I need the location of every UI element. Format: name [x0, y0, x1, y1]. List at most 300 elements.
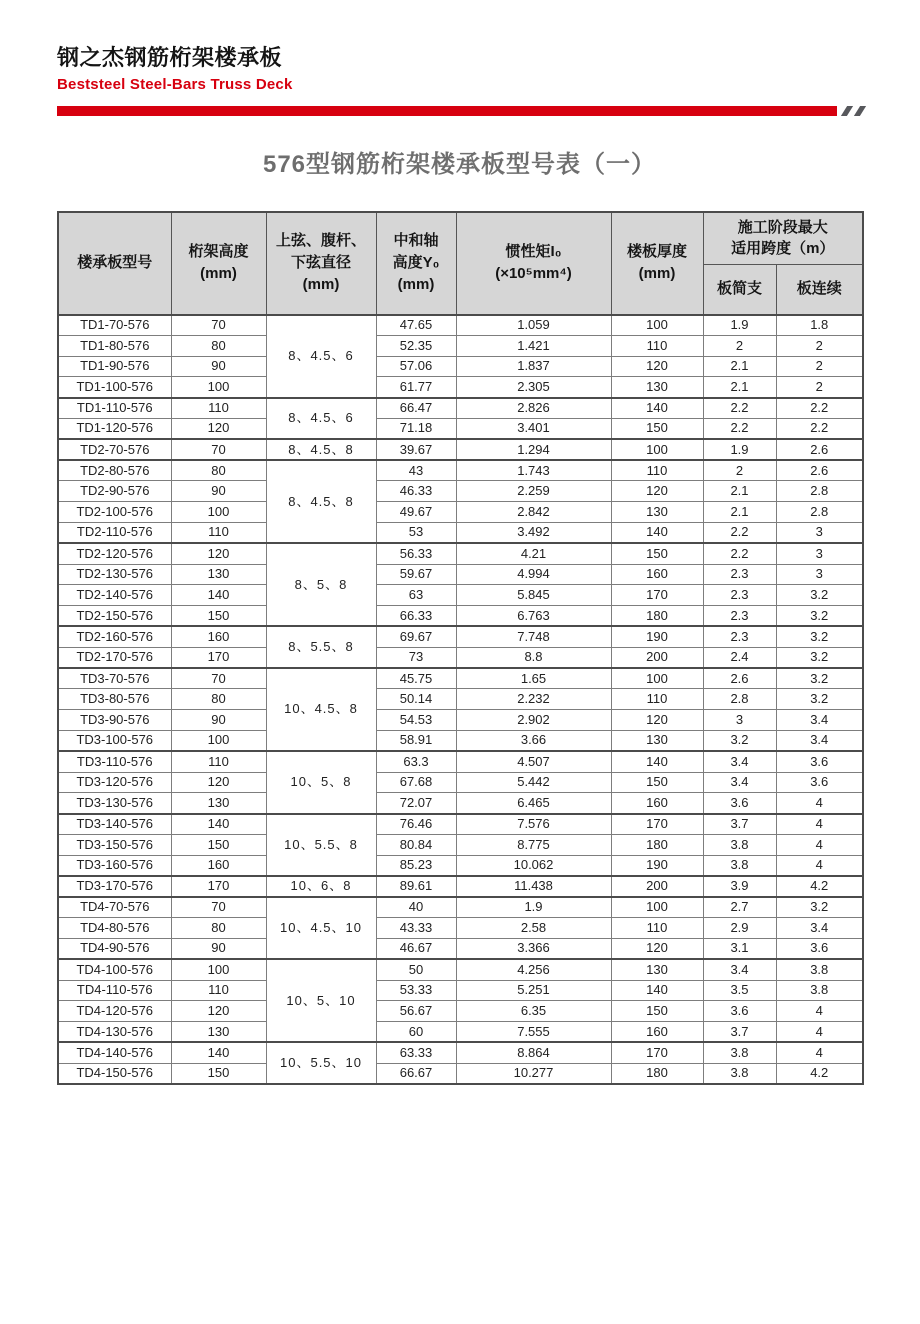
cell-model: TD2-120-576 — [58, 543, 171, 564]
cell-inertia: 6.35 — [456, 1001, 611, 1022]
cell-span-continuous: 3.8 — [776, 959, 863, 980]
cell-truss-height: 80 — [171, 689, 266, 710]
cell-neutral-axis: 69.67 — [376, 626, 456, 647]
cell-span-simple: 3.9 — [703, 876, 776, 897]
cell-neutral-axis: 66.67 — [376, 1063, 456, 1084]
table-row — [58, 606, 863, 627]
cell-slab-thickness: 100 — [611, 897, 703, 918]
cell-slab-thickness: 100 — [611, 668, 703, 689]
cell-neutral-axis: 46.33 — [376, 481, 456, 502]
cell-neutral-axis: 66.33 — [376, 606, 456, 627]
table-row — [58, 1001, 863, 1022]
cell-span-continuous: 3.8 — [776, 980, 863, 1001]
table-row — [58, 398, 863, 419]
cell-slab-thickness: 100 — [611, 315, 703, 336]
table-row — [58, 1063, 863, 1084]
cell-slab-thickness: 130 — [611, 502, 703, 523]
cell-model: TD3-80-576 — [58, 689, 171, 710]
cell-model: TD2-140-576 — [58, 585, 171, 606]
cell-span-simple: 2.7 — [703, 897, 776, 918]
cell-model: TD4-120-576 — [58, 1001, 171, 1022]
cell-neutral-axis: 63 — [376, 585, 456, 606]
cell-span-simple: 3.5 — [703, 980, 776, 1001]
table-row — [58, 834, 863, 855]
cell-slab-thickness: 140 — [611, 398, 703, 419]
cell-diameter: 8、4.5、8 — [266, 439, 376, 460]
cell-inertia: 7.748 — [456, 626, 611, 647]
cell-slab-thickness: 110 — [611, 335, 703, 356]
cell-truss-height: 120 — [171, 1001, 266, 1022]
spec-table-header — [58, 212, 863, 315]
cell-model: TD3-70-576 — [58, 668, 171, 689]
cell-slab-thickness: 170 — [611, 1042, 703, 1063]
cell-model: TD2-130-576 — [58, 564, 171, 585]
cell-truss-height: 90 — [171, 356, 266, 377]
spec-table-body — [58, 315, 863, 1084]
cell-inertia: 5.845 — [456, 585, 611, 606]
cell-neutral-axis: 72.07 — [376, 793, 456, 814]
cell-span-simple: 2.3 — [703, 626, 776, 647]
table-row — [58, 814, 863, 835]
cell-neutral-axis: 56.67 — [376, 1001, 456, 1022]
header-divider — [57, 106, 862, 116]
cell-span-continuous: 3.6 — [776, 751, 863, 772]
cell-span-simple: 1.9 — [703, 439, 776, 460]
cell-span-simple: 2.2 — [703, 418, 776, 439]
cell-model: TD1-70-576 — [58, 315, 171, 336]
table-row — [58, 772, 863, 793]
table-row — [58, 1022, 863, 1043]
cell-slab-thickness: 160 — [611, 793, 703, 814]
cell-span-simple: 3.8 — [703, 1063, 776, 1084]
cell-neutral-axis: 40 — [376, 897, 456, 918]
cell-slab-thickness: 110 — [611, 689, 703, 710]
cell-inertia: 1.421 — [456, 335, 611, 356]
cell-span-continuous: 3.2 — [776, 897, 863, 918]
table-row — [58, 626, 863, 647]
table-row — [58, 730, 863, 751]
cell-span-continuous: 4 — [776, 1042, 863, 1063]
cell-span-continuous: 3.2 — [776, 626, 863, 647]
cell-inertia: 8.864 — [456, 1042, 611, 1063]
cell-span-continuous: 3.2 — [776, 585, 863, 606]
cell-span-continuous: 3.6 — [776, 772, 863, 793]
cell-span-continuous: 2.6 — [776, 460, 863, 481]
cell-span-simple: 3.4 — [703, 959, 776, 980]
cell-slab-thickness: 130 — [611, 377, 703, 398]
cell-slab-thickness: 150 — [611, 543, 703, 564]
cell-inertia: 5.442 — [456, 772, 611, 793]
cell-model: TD1-80-576 — [58, 335, 171, 356]
cell-inertia: 3.66 — [456, 730, 611, 751]
cell-neutral-axis: 76.46 — [376, 814, 456, 835]
cell-span-continuous: 3.2 — [776, 606, 863, 627]
cell-neutral-axis: 63.33 — [376, 1042, 456, 1063]
cell-inertia: 7.576 — [456, 814, 611, 835]
cell-inertia: 2.826 — [456, 398, 611, 419]
cell-span-simple: 3 — [703, 710, 776, 731]
cell-span-simple: 3.6 — [703, 1001, 776, 1022]
cell-inertia: 1.294 — [456, 439, 611, 460]
cell-span-simple: 2.8 — [703, 689, 776, 710]
cell-slab-thickness: 180 — [611, 834, 703, 855]
cell-neutral-axis: 63.3 — [376, 751, 456, 772]
cell-model: TD4-150-576 — [58, 1063, 171, 1084]
cell-truss-height: 160 — [171, 855, 266, 876]
cell-truss-height: 150 — [171, 834, 266, 855]
col-header-max-span: 施工阶段最大 适用跨度（m） — [703, 212, 863, 265]
cell-span-simple: 1.9 — [703, 315, 776, 336]
table-row — [58, 876, 863, 897]
table-row — [58, 793, 863, 814]
cell-slab-thickness: 150 — [611, 1001, 703, 1022]
cell-truss-height: 100 — [171, 377, 266, 398]
cell-neutral-axis: 56.33 — [376, 543, 456, 564]
cell-model: TD3-130-576 — [58, 793, 171, 814]
col-header-model: 楼承板型号 — [58, 212, 171, 315]
cell-model: TD2-100-576 — [58, 502, 171, 523]
cell-truss-height: 130 — [171, 1022, 266, 1043]
cell-model: TD2-160-576 — [58, 626, 171, 647]
cell-neutral-axis: 67.68 — [376, 772, 456, 793]
cell-neutral-axis: 43 — [376, 460, 456, 481]
cell-span-continuous: 3.4 — [776, 918, 863, 939]
cell-truss-height: 110 — [171, 980, 266, 1001]
cell-diameter: 8、5.5、8 — [266, 626, 376, 668]
col-header-inertia: 惯性矩I₀ (×10⁵mm⁴) — [456, 212, 611, 315]
cell-span-continuous: 4 — [776, 855, 863, 876]
cell-slab-thickness: 150 — [611, 418, 703, 439]
cell-inertia: 3.492 — [456, 522, 611, 543]
cell-inertia: 2.58 — [456, 918, 611, 939]
cell-inertia: 1.743 — [456, 460, 611, 481]
cell-neutral-axis: 50 — [376, 959, 456, 980]
cell-model: TD3-100-576 — [58, 730, 171, 751]
cell-inertia: 4.994 — [456, 564, 611, 585]
cell-truss-height: 100 — [171, 959, 266, 980]
cell-inertia: 7.555 — [456, 1022, 611, 1043]
cell-truss-height: 150 — [171, 1063, 266, 1084]
table-row — [58, 897, 863, 918]
cell-inertia: 2.305 — [456, 377, 611, 398]
cell-model: TD4-110-576 — [58, 980, 171, 1001]
cell-inertia: 3.401 — [456, 418, 611, 439]
cell-span-continuous: 3.4 — [776, 730, 863, 751]
cell-span-continuous: 4 — [776, 1022, 863, 1043]
cell-slab-thickness: 170 — [611, 585, 703, 606]
cell-slab-thickness: 130 — [611, 959, 703, 980]
cell-diameter: 10、5、10 — [266, 959, 376, 1042]
cell-model: TD1-100-576 — [58, 377, 171, 398]
cell-slab-thickness: 180 — [611, 1063, 703, 1084]
table-row — [58, 481, 863, 502]
cell-neutral-axis: 85.23 — [376, 855, 456, 876]
cell-neutral-axis: 49.67 — [376, 502, 456, 523]
table-row — [58, 335, 863, 356]
cell-truss-height: 140 — [171, 585, 266, 606]
cell-span-simple: 3.1 — [703, 938, 776, 959]
cell-model: TD3-150-576 — [58, 834, 171, 855]
brand-subtitle-en: Beststeel Steel-Bars Truss Deck — [57, 75, 293, 93]
cell-span-simple: 2.1 — [703, 481, 776, 502]
cell-slab-thickness: 180 — [611, 606, 703, 627]
cell-span-continuous: 2.2 — [776, 418, 863, 439]
table-row — [58, 689, 863, 710]
cell-span-simple: 3.8 — [703, 855, 776, 876]
cell-span-continuous: 4 — [776, 814, 863, 835]
cell-truss-height: 90 — [171, 938, 266, 959]
cell-neutral-axis: 89.61 — [376, 876, 456, 897]
cell-inertia: 1.9 — [456, 897, 611, 918]
cell-span-continuous: 2 — [776, 356, 863, 377]
cell-slab-thickness: 120 — [611, 481, 703, 502]
cell-neutral-axis: 53.33 — [376, 980, 456, 1001]
cell-truss-height: 90 — [171, 481, 266, 502]
table-row — [58, 1042, 863, 1063]
cell-neutral-axis: 58.91 — [376, 730, 456, 751]
cell-truss-height: 130 — [171, 793, 266, 814]
col-header-simple-support: 板简支 — [703, 265, 776, 315]
cell-slab-thickness: 140 — [611, 980, 703, 1001]
cell-neutral-axis: 57.06 — [376, 356, 456, 377]
cell-truss-height: 70 — [171, 668, 266, 689]
table-row — [58, 543, 863, 564]
table-row — [58, 668, 863, 689]
cell-truss-height: 110 — [171, 398, 266, 419]
cell-span-simple: 2.3 — [703, 585, 776, 606]
cell-truss-height: 70 — [171, 315, 266, 336]
cell-slab-thickness: 130 — [611, 730, 703, 751]
cell-model: TD3-90-576 — [58, 710, 171, 731]
spec-table — [57, 211, 864, 1085]
cell-slab-thickness: 160 — [611, 564, 703, 585]
cell-diameter: 10、5、8 — [266, 751, 376, 813]
cell-truss-height: 80 — [171, 460, 266, 481]
table-row — [58, 647, 863, 668]
cell-neutral-axis: 80.84 — [376, 834, 456, 855]
cell-inertia: 4.21 — [456, 543, 611, 564]
cell-neutral-axis: 61.77 — [376, 377, 456, 398]
cell-diameter: 10、6、8 — [266, 876, 376, 897]
cell-span-simple: 2.2 — [703, 522, 776, 543]
cell-inertia: 3.366 — [456, 938, 611, 959]
cell-truss-height: 130 — [171, 564, 266, 585]
cell-span-continuous: 4 — [776, 834, 863, 855]
cell-span-simple: 3.4 — [703, 772, 776, 793]
cell-model: TD2-150-576 — [58, 606, 171, 627]
cell-span-simple: 2 — [703, 460, 776, 481]
cell-inertia: 2.902 — [456, 710, 611, 731]
cell-inertia: 6.465 — [456, 793, 611, 814]
cell-model: TD1-110-576 — [58, 398, 171, 419]
cell-inertia: 10.062 — [456, 855, 611, 876]
cell-diameter: 8、4.5、8 — [266, 460, 376, 543]
cell-span-continuous: 3 — [776, 564, 863, 585]
cell-neutral-axis: 52.35 — [376, 335, 456, 356]
cell-model: TD3-110-576 — [58, 751, 171, 772]
cell-diameter: 10、5.5、8 — [266, 814, 376, 876]
cell-inertia: 10.277 — [456, 1063, 611, 1084]
table-row — [58, 751, 863, 772]
cell-inertia: 11.438 — [456, 876, 611, 897]
cell-model: TD4-90-576 — [58, 938, 171, 959]
slash-icon — [841, 106, 853, 116]
cell-slab-thickness: 110 — [611, 460, 703, 481]
cell-model: TD4-70-576 — [58, 897, 171, 918]
table-row — [58, 564, 863, 585]
cell-inertia: 4.507 — [456, 751, 611, 772]
cell-span-simple: 3.8 — [703, 834, 776, 855]
cell-span-simple: 2.1 — [703, 502, 776, 523]
table-row — [58, 502, 863, 523]
cell-span-continuous: 3.2 — [776, 689, 863, 710]
cell-span-continuous: 2.8 — [776, 502, 863, 523]
cell-span-continuous: 4.2 — [776, 876, 863, 897]
cell-truss-height: 120 — [171, 543, 266, 564]
cell-span-continuous: 2.6 — [776, 439, 863, 460]
cell-slab-thickness: 160 — [611, 1022, 703, 1043]
table-row — [58, 959, 863, 980]
cell-truss-height: 100 — [171, 502, 266, 523]
brand-title-cn: 钢之杰钢筋桁架楼承板 — [57, 45, 283, 70]
cell-neutral-axis: 45.75 — [376, 668, 456, 689]
page-title: 576型钢筋桁架楼承板型号表（一） — [262, 150, 657, 178]
cell-neutral-axis: 60 — [376, 1022, 456, 1043]
cell-inertia: 2.259 — [456, 481, 611, 502]
cell-span-continuous: 3 — [776, 522, 863, 543]
cell-truss-height: 80 — [171, 335, 266, 356]
cell-inertia: 8.775 — [456, 834, 611, 855]
table-row — [58, 585, 863, 606]
table-row — [58, 855, 863, 876]
cell-truss-height: 120 — [171, 418, 266, 439]
cell-span-continuous: 3.4 — [776, 710, 863, 731]
cell-model: TD2-70-576 — [58, 439, 171, 460]
cell-span-continuous: 3.6 — [776, 938, 863, 959]
cell-span-continuous: 3 — [776, 543, 863, 564]
cell-inertia: 2.842 — [456, 502, 611, 523]
cell-model: TD2-80-576 — [58, 460, 171, 481]
cell-truss-height: 150 — [171, 606, 266, 627]
table-row — [58, 356, 863, 377]
cell-truss-height: 160 — [171, 626, 266, 647]
cell-span-continuous: 2.2 — [776, 398, 863, 419]
cell-inertia: 4.256 — [456, 959, 611, 980]
table-row — [58, 980, 863, 1001]
cell-span-continuous: 4.2 — [776, 1063, 863, 1084]
cell-model: TD4-130-576 — [58, 1022, 171, 1043]
col-header-diameter: 上弦、腹杆、 下弦直径 (mm) — [266, 212, 376, 315]
cell-span-continuous: 2 — [776, 335, 863, 356]
cell-span-simple: 3.6 — [703, 793, 776, 814]
cell-span-continuous: 2 — [776, 377, 863, 398]
cell-model: TD2-110-576 — [58, 522, 171, 543]
cell-truss-height: 170 — [171, 647, 266, 668]
cell-neutral-axis: 59.67 — [376, 564, 456, 585]
table-row — [58, 418, 863, 439]
cell-span-simple: 3.7 — [703, 1022, 776, 1043]
cell-neutral-axis: 43.33 — [376, 918, 456, 939]
cell-inertia: 2.232 — [456, 689, 611, 710]
cell-truss-height: 90 — [171, 710, 266, 731]
cell-span-continuous: 4 — [776, 1001, 863, 1022]
cell-neutral-axis: 46.67 — [376, 938, 456, 959]
cell-span-continuous: 1.8 — [776, 315, 863, 336]
cell-inertia: 1.65 — [456, 668, 611, 689]
cell-span-simple: 2.4 — [703, 647, 776, 668]
col-header-neutral-axis: 中和轴 高度Y₀ (mm) — [376, 212, 456, 315]
cell-slab-thickness: 140 — [611, 751, 703, 772]
cell-neutral-axis: 39.67 — [376, 439, 456, 460]
cell-neutral-axis: 47.65 — [376, 315, 456, 336]
cell-span-continuous: 3.2 — [776, 668, 863, 689]
cell-slab-thickness: 150 — [611, 772, 703, 793]
cell-slab-thickness: 120 — [611, 356, 703, 377]
cell-model: TD3-170-576 — [58, 876, 171, 897]
table-row — [58, 918, 863, 939]
cell-span-continuous: 3.2 — [776, 647, 863, 668]
cell-model: TD2-170-576 — [58, 647, 171, 668]
brand-header — [57, 44, 862, 116]
cell-diameter: 10、4.5、8 — [266, 668, 376, 751]
cell-slab-thickness: 100 — [611, 439, 703, 460]
cell-model: TD1-120-576 — [58, 418, 171, 439]
cell-truss-height: 120 — [171, 772, 266, 793]
table-row — [58, 938, 863, 959]
slash-icon — [853, 106, 865, 116]
table-row — [58, 710, 863, 731]
cell-span-simple: 3.7 — [703, 814, 776, 835]
cell-span-continuous: 4 — [776, 793, 863, 814]
cell-truss-height: 80 — [171, 918, 266, 939]
cell-neutral-axis: 53 — [376, 522, 456, 543]
col-header-slab-thickness: 楼板厚度 (mm) — [611, 212, 703, 315]
red-rule — [57, 106, 837, 116]
cell-span-simple: 2.3 — [703, 606, 776, 627]
cell-span-simple: 2.6 — [703, 668, 776, 689]
col-header-truss-height: 桁架高度 (mm) — [171, 212, 266, 315]
cell-model: TD4-80-576 — [58, 918, 171, 939]
cell-neutral-axis: 73 — [376, 647, 456, 668]
cell-slab-thickness: 110 — [611, 918, 703, 939]
cell-neutral-axis: 54.53 — [376, 710, 456, 731]
cell-span-continuous: 2.8 — [776, 481, 863, 502]
cell-span-simple: 3.8 — [703, 1042, 776, 1063]
cell-span-simple: 2.2 — [703, 543, 776, 564]
cell-model: TD3-120-576 — [58, 772, 171, 793]
cell-model: TD3-160-576 — [58, 855, 171, 876]
cell-diameter: 8、5、8 — [266, 543, 376, 626]
cell-slab-thickness: 200 — [611, 647, 703, 668]
cell-model: TD1-90-576 — [58, 356, 171, 377]
table-row — [58, 522, 863, 543]
cell-model: TD4-140-576 — [58, 1042, 171, 1063]
cell-neutral-axis: 66.47 — [376, 398, 456, 419]
cell-slab-thickness: 190 — [611, 855, 703, 876]
cell-span-simple: 2.1 — [703, 377, 776, 398]
table-row — [58, 460, 863, 481]
cell-span-simple: 2.2 — [703, 398, 776, 419]
cell-truss-height: 70 — [171, 897, 266, 918]
cell-truss-height: 70 — [171, 439, 266, 460]
cell-diameter: 8、4.5、6 — [266, 315, 376, 398]
cell-span-simple: 2.3 — [703, 564, 776, 585]
cell-inertia: 1.059 — [456, 315, 611, 336]
cell-slab-thickness: 190 — [611, 626, 703, 647]
col-header-continuous: 板连续 — [776, 265, 863, 315]
cell-slab-thickness: 170 — [611, 814, 703, 835]
cell-slab-thickness: 120 — [611, 710, 703, 731]
